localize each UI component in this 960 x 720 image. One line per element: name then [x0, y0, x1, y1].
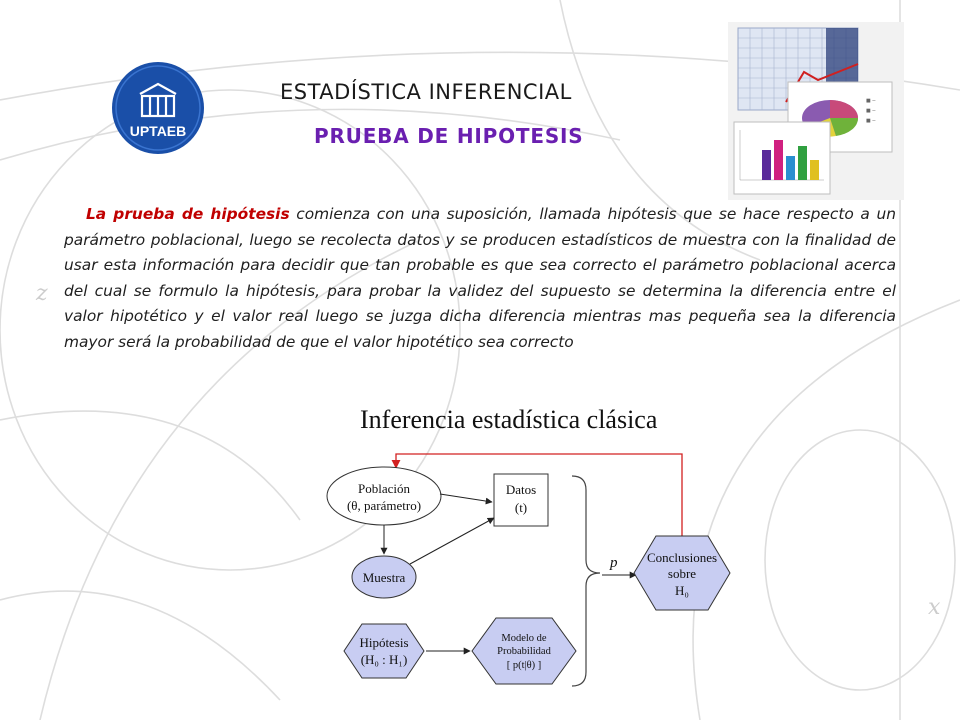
grouping-brace: [572, 476, 600, 686]
paragraph-text: comienza con una suposición, llamada hipótesis que se hace respecto a un parámetro poblacional, luego se recolecta datos y se producen estadísticos de muestra con la finalidad de usar esta información para decidir que tan probable es que sea correcto el parámetro poblacional acerca del cual se formulo la hipótesis, para probar la validez del supuesto se determina la diferencia entre el valor hipotético y el valor real luego se juzga dicha diferencia mientras mas pequeña sea la diferencia mayor será la probabilidad de que el valor hipotético sea correcto: [64, 205, 897, 351]
poblacion-node: [327, 467, 441, 525]
poblacion-label: Población: [358, 481, 410, 496]
poblacion-param: (θ, parámetro): [346, 498, 422, 513]
uptaeb-logo: [110, 60, 206, 156]
page-title: ESTADÍSTICA INFERENCIAL: [280, 80, 572, 104]
modelo-label-1: Modelo de: [501, 633, 547, 644]
modelo-label-2: Probabilidad: [497, 646, 551, 657]
modelo-formula: [ p(t|θ) ]: [506, 660, 542, 671]
svg-text:■ ─: ■ ─: [866, 108, 876, 114]
datos-label: Datos: [505, 482, 537, 497]
page-subtitle: PRUEBA DE HIPOTESIS: [314, 124, 584, 148]
svg-text:z: z: [36, 281, 48, 306]
muestra-label: Muestra: [362, 570, 406, 585]
conclusiones-label: Conclusiones: [646, 550, 718, 565]
svg-text:x: x: [928, 595, 941, 620]
arrow-muestra-datos: [410, 518, 494, 564]
svg-text:■ ─: ■ ─: [866, 98, 876, 104]
datos-value: (t): [514, 500, 528, 515]
highlight-phrase: La prueba de hipótesis: [86, 205, 290, 223]
hipotesis-formula: (H₀ : H₁): [360, 652, 408, 667]
p-label: p: [610, 555, 618, 571]
logo-text: UPTAEB: [129, 123, 187, 139]
hypothesis-paragraph: [64, 202, 896, 356]
svg-text:■ ─: ■ ─: [866, 118, 876, 124]
charts-thumbnail: [728, 22, 904, 200]
hipotesis-node: [344, 624, 424, 678]
hipotesis-label: Hipótesis: [359, 635, 409, 650]
conclusiones-h0: H₀: [675, 583, 689, 598]
conclusiones-sobre: sobre: [667, 566, 697, 581]
inference-diagram: [310, 392, 750, 710]
diagram-title: Inferencia estadística clásica: [360, 405, 658, 434]
arrow-poblacion-datos: [440, 494, 492, 502]
